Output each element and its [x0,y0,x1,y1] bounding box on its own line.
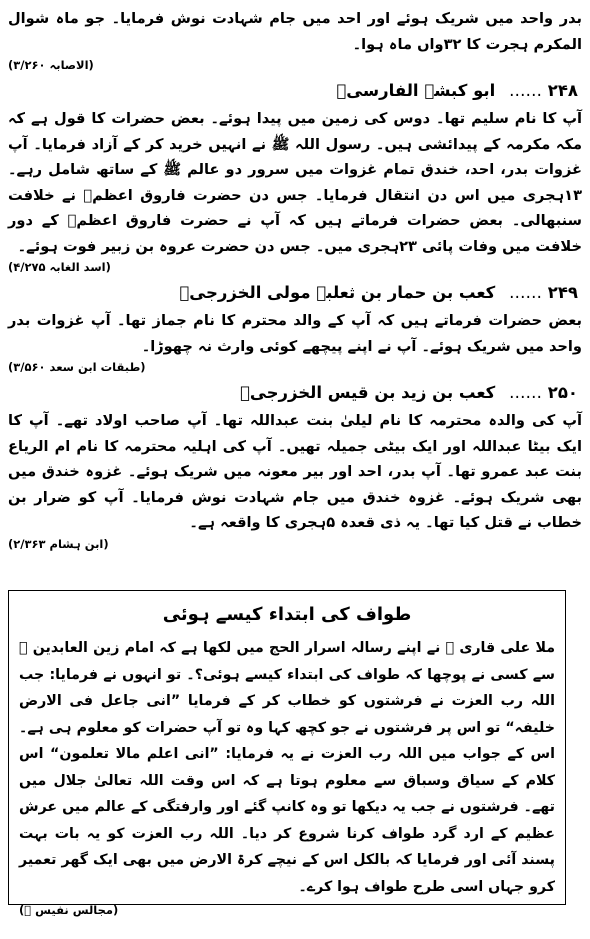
box-citation: (مجالس نفیس ﷫) [19,903,119,917]
entry-number: ۲۵۰ [547,383,578,402]
intro-paragraph: بدر واحد میں شریک ہوئے اور احد میں جام شہادت نوش فرمایا۔ جو ماہ شوال المکرم ہجرت کا ۳۲واں ماہ ہوا۔ [8,10,582,53]
tawaf-box [8,590,566,917]
entry-paragraph-249: بعض حضرات فرماتے ہیں کہ آپ کے والد محترم کا نام جماز تھا۔ آپ غزوات بدر واحد میں شریک ہوئے۔ آپ نے اپنے پیچھے کوئی وارث نہ چھوڑا۔ [8,312,582,355]
entry-separator: …… [509,283,543,302]
entry-heading-248 [8,76,582,106]
entry-name: کعب بن زید بن قیس الخزرجیؓ [240,383,496,402]
entry-separator: …… [509,81,543,100]
box-title: طواف کی ابتداء کیسے ہوئی [162,604,412,625]
entry-number: ۲۴۸ [547,81,578,100]
entry-heading-249 [8,278,582,308]
entry-citation-248: (اسد الغابہ ۴/۲۷۵) [8,260,111,274]
entry-separator: …… [509,383,543,402]
entry-name: ابو کبشہ الفارسیؓ [336,81,496,100]
entry-paragraph-250: آپ کی والدہ محترمہ کا نام لیلیٰ بنت عبداللہ تھا۔ آپ صاحب اولاد تھے۔ آپ کا ایک بیٹا عبداللہ اور ایک بیٹی جمیلہ تھیں۔ آپ کی اہلیہ محترمہ کا نام ام الریاع بنت عبد عمرو تھا۔ آپ بدر، احد اور بیر معونہ میں شریک ہوئے۔ غزوہ خندق میں بھی شریک ہوئے۔ غزوہ خندق میں جام شہادت نوش فرمایا۔ آپ کو ضرار بن خطاب نے قتل کیا تھا۔ یہ ذی قعدہ ۵ہجری کا واقعہ ہے۔ [8,412,582,531]
entry-heading-250 [8,378,582,408]
entry-paragraph-248: آپ کا نام سلیم تھا۔ دوس کی زمین میں پیدا ہوئے۔ بعض حضرات کا قول ہے کہ مکہ مکرمہ کے پیدائشی ہیں۔ رسول اللہ ﷺ نے انہیں خرید کر کے آزاد فرمایا۔ آپ غزوات بدر، احد، خندق تمام غزوات میں سرور دو عالم ﷺ کے ساتھ شامل رہے۔ ۱۳ہجری میں اس دن انتقال فرمایا۔ جس دن حضرت فاروق اعظمؓ نے خلافت سنبھالی۔ بعض حضرات فرماتے ہیں کہ آپ نے حضرت فاروق اعظمؓ کے دور خلافت میں وفات پائی ۲۳ہجری میں۔ جس دن حضرت عروہ بن زبیر فوت ہوئے۔ [8,110,582,255]
entry-citation-250: (ابن ہشام ۲/۳۶۳) [8,536,109,551]
box-paragraph: ملا علی قاری ﷫ نے اپنے رسالہ اسرار الحج میں لکھا ہے کہ امام زین العابدین ﷫ سے کسی نے پوچھا کہ طواف کی ابتداء کیسے ہوئی؟۔ تو انہوں نے فرمایا: جب اللہ رب العزت نے فرشتوں کو خطاب کر کے فرمایا ”انی جاعل فی الارض خلیفہ“ تو اس پر فرشتوں نے جو کچھ کہا وہ تو آپ حضرات کو معلوم ہی ہے۔ اس کے جواب میں اللہ رب العزت نے یہ فرمایا: ”انی اعلم مالا تعلمون“ اس کلام کے سیاق وسباق سے معلوم ہوتا ہے کہ اس وقت اللہ تعالیٰ جلال میں تھے۔ فرشتوں نے جب یہ دیکھا تو وہ کانپ گئے اور وارفتگی کے عالم میں عرش عظیم کے ارد گرد طواف کرنا شروع کر دیا۔ اللہ رب العزت کو یہ بات بہت پسند آئی اور فرمایا کہ بالکل اس کے نیچے کرۃ الارض میں بھی ایک گھر تعمیر کرو جہاں اسی طرح طواف ہوا کرے۔ [19,640,555,895]
entry-number: ۲۴۹ [547,283,578,302]
entry-citation-249: (طبقات ابن سعد ۳/۵۶۰) [8,360,146,374]
entry-name: کعب بن حمار بن ثعلبہ مولی الخزرجیؓ [179,283,496,302]
intro-citation: (الاصابہ ۳/۲۶۰) [8,58,94,72]
